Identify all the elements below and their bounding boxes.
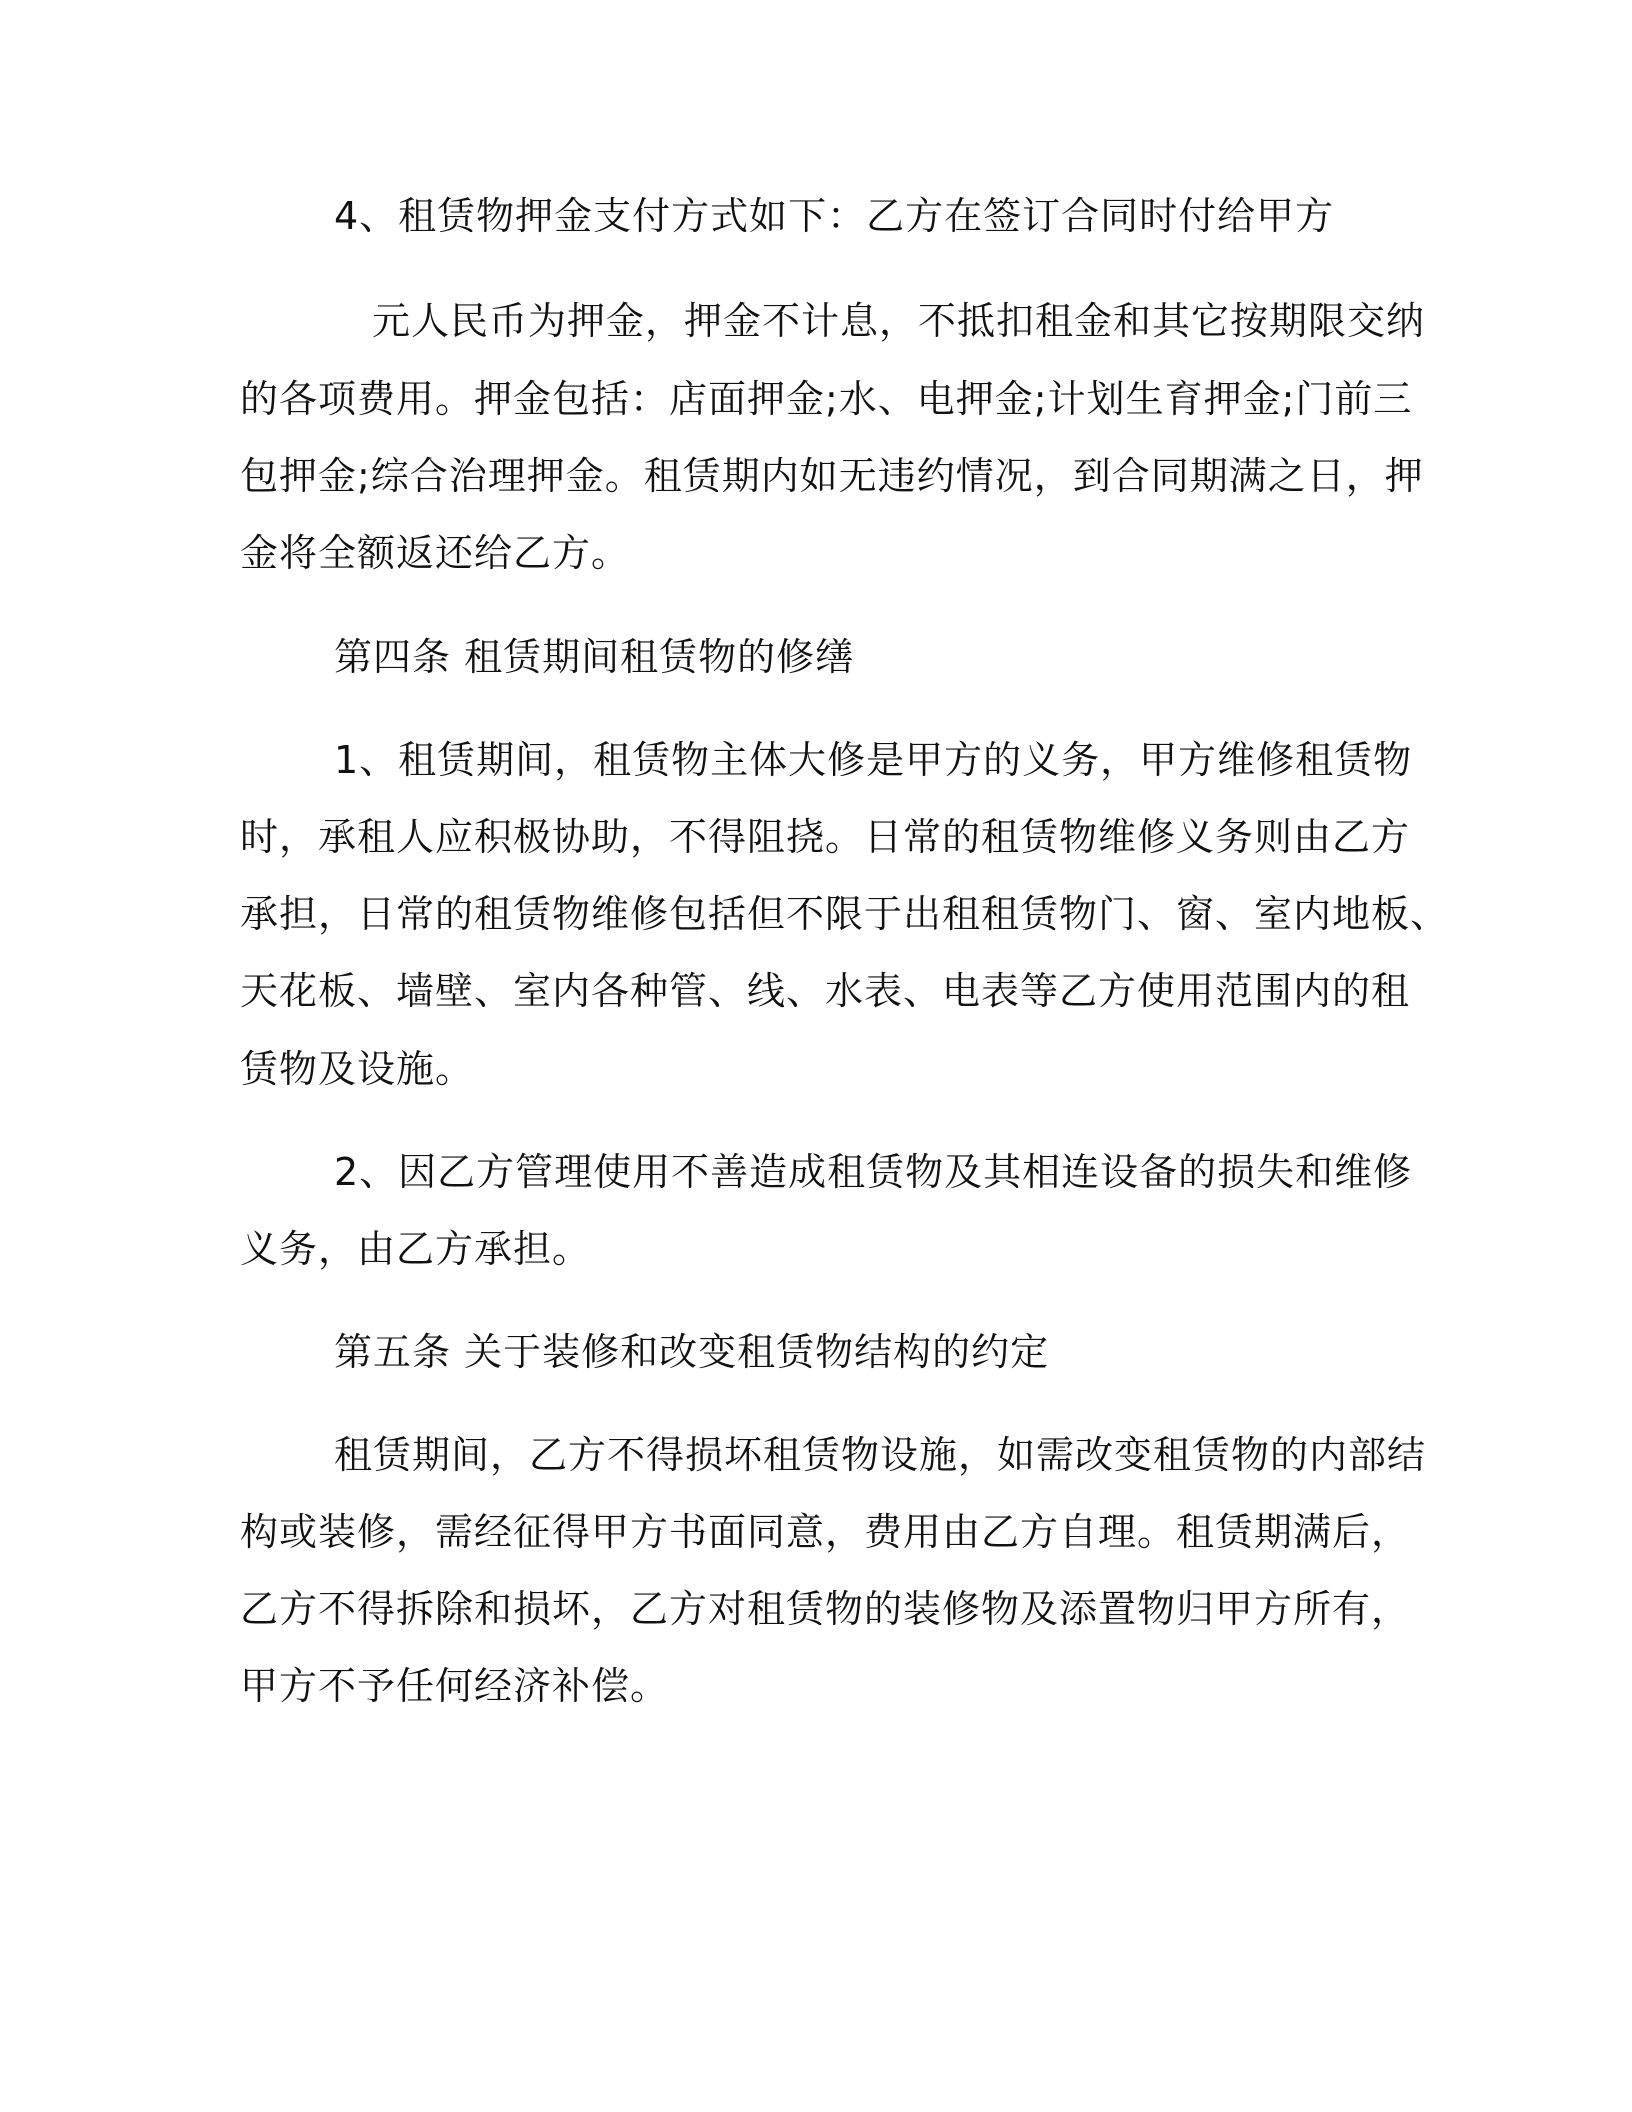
article-5-heading: 第五条 关于装修和改变租赁物结构的约定 — [334, 1330, 1050, 1374]
clause-1-line-3: 承担，日常的租赁物维修包括但不限于出租租赁物门、窗、室内地板、 — [240, 892, 1450, 936]
article-4-heading: 第四条 租赁期间租赁物的修缮 — [334, 635, 855, 679]
clause-1-line-2: 时，承租人应积极协助，不得阻挠。日常的租赁物维修义务则由乙方 — [240, 815, 1411, 859]
article-5-line-4: 甲方不予任何经济补偿。 — [240, 1664, 670, 1708]
article-5-line-2: 构或装修，需经征得甲方书面同意，费用由乙方自理。租赁期满后， — [240, 1510, 1411, 1554]
clause-2-line-1: 2、因乙方管理使用不善造成租赁物及其相连设备的损失和维修 — [334, 1150, 1413, 1194]
clause-4-line-1: 4、租赁物押金支付方式如下：乙方在签订合同时付给甲方 — [334, 194, 1335, 238]
clause-4-line-3: 的各项费用。押金包括：店面押金;水、电押金;计划生育押金;门前三 — [240, 377, 1413, 421]
clause-4-line-4: 包押金;综合治理押金。租赁期内如无违约情况，到合同期满之日，押 — [240, 454, 1424, 498]
clause-2-line-2: 义务，由乙方承担。 — [240, 1227, 592, 1271]
clause-4-line-2: 元人民币为押金，押金不计息，不抵扣租金和其它按期限交纳 — [372, 299, 1426, 343]
article-5-line-3: 乙方不得拆除和损坏，乙方对租赁物的装修物及添置物归甲方所有， — [240, 1587, 1411, 1631]
clause-1-line-4: 天花板、墙壁、室内各种管、线、水表、电表等乙方使用范围内的租 — [240, 969, 1411, 1013]
article-5-line-1: 租赁期间，乙方不得损坏租赁物设施，如需改变租赁物的内部结 — [334, 1433, 1427, 1477]
clause-4-line-5: 金将全额返还给乙方。 — [240, 531, 631, 575]
clause-1-line-1: 1、租赁期间，租赁物主体大修是甲方的义务，甲方维修租赁物 — [334, 738, 1413, 782]
clause-1-line-5: 赁物及设施。 — [240, 1047, 475, 1091]
